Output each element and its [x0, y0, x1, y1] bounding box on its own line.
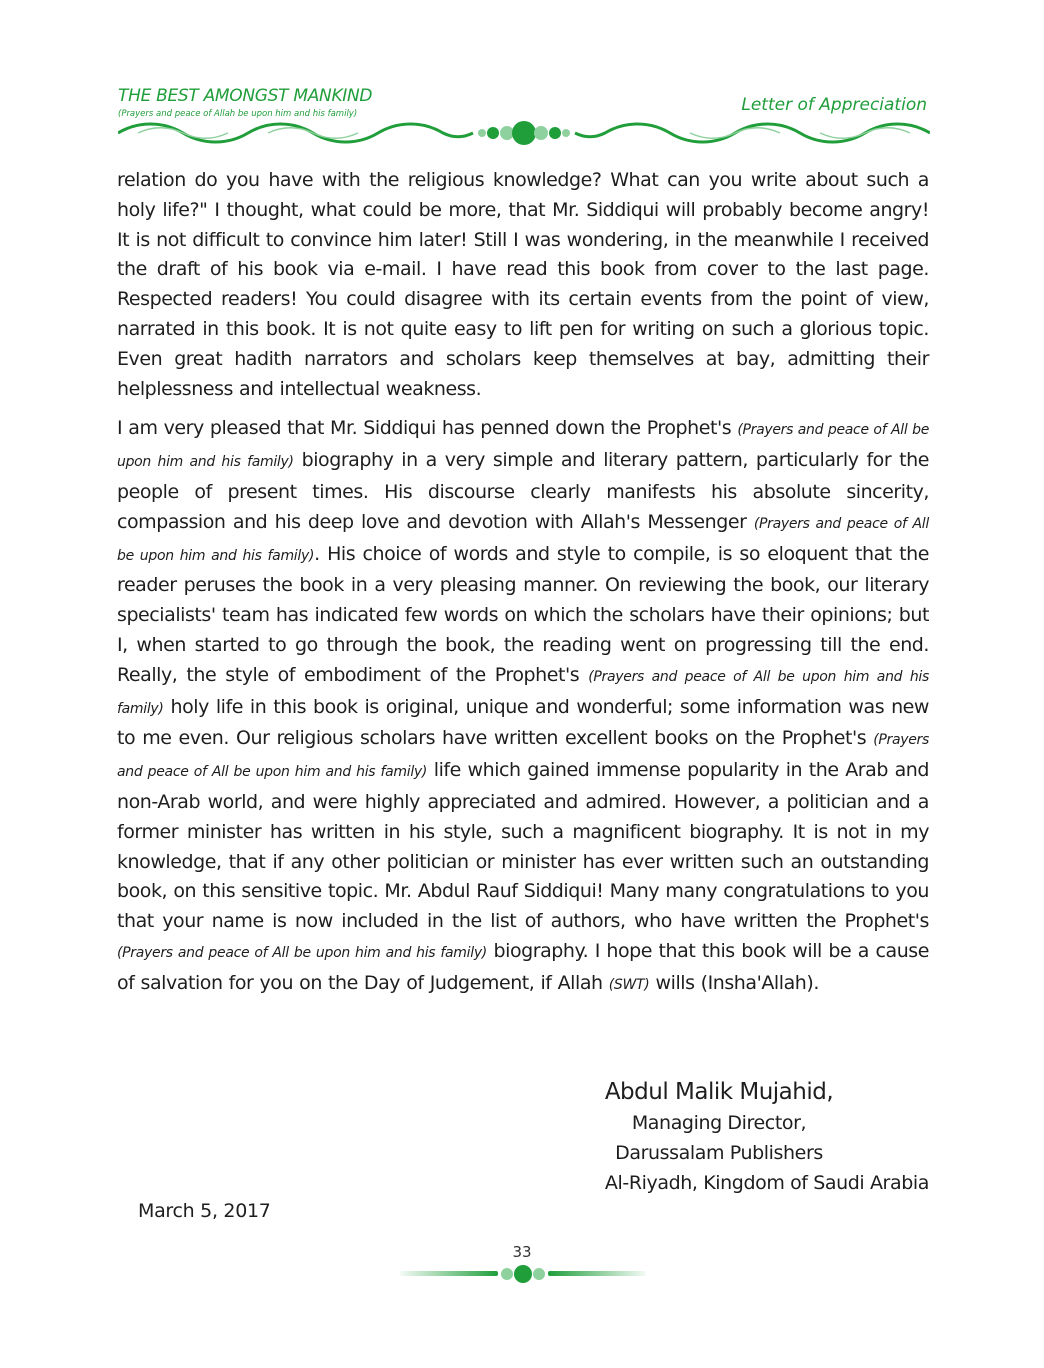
- paragraph-1-text: relation do you have with the religious knowledge? What can you write about such a holy life?" I thought, what could be more, that Mr. Siddiqui will probably become angry! It is not difficult to convince him later! Still I was wondering, in the meanwhile I received the draft of his book via e-mail. I have read this book from cover to the last page. Respected readers! You could disagree with its certain events from the point of view, narrated in this book. It is not quite easy to lift pen for writing on such a glorious topic. Even great hadith narrators and scholars keep themselves at bay, admitting their helplessness and intellectual weakness.: [117, 169, 929, 400]
- paragraph-2-text: . His choice of words and style to compile, is so eloquent that the reader peruses the book in a very pleasing manner. On reviewing the book, our literary specialists' team has indicated few words on which the scholars have their opinions; but I, when started to go through the book, the reading went on progressing till the end. Really, the style of embodiment of the Prophet's: [117, 542, 929, 686]
- honorific: (SWT): [608, 976, 650, 993]
- book-title: THE BEST AMONGST MANKIND: [118, 86, 373, 106]
- section-title: Letter of Appreciation: [741, 95, 927, 115]
- honorific: (Prayers and peace of All be upon him and his family): [117, 515, 929, 564]
- page-number: 33: [512, 1243, 532, 1261]
- book-subtitle: (Prayers and peace of Allah be upon him and his family): [118, 109, 358, 119]
- paragraph-2-text: I am very pleased that Mr. Siddiqui has penned down the Prophet's: [117, 417, 732, 440]
- honorific: (Prayers and peace of All be upon him and his family): [117, 668, 929, 717]
- paragraph-2: [117, 414, 929, 1000]
- page-header: [0, 0, 1044, 160]
- signatory-name: Abdul Malik Mujahid,: [604, 1079, 834, 1105]
- paragraph-2-text: holy life in this book is original, unique and wonderful; some information was new to me even. Our religious scholars have written excellent books on the Prophet's: [117, 695, 930, 750]
- honorific: (Prayers and peace of All be upon him and his family): [117, 944, 487, 961]
- letter-body: [117, 166, 929, 1011]
- honorific: (Prayers and peace of All be upon him and his family): [117, 422, 930, 471]
- signatory-company: Darussalam Publishers: [615, 1142, 823, 1164]
- signatory-title: Managing Director,: [631, 1112, 807, 1134]
- footer-ornament: [400, 1262, 646, 1286]
- paragraph-2-text: biography in a very simple and literary pattern, particularly for the people of present times. His discourse clearly manifests his absolute sincerity, compassion and his deep love and devotion with Allah's Messenger: [117, 449, 929, 533]
- honorific: (Prayers and peace of All be upon him and his family): [117, 732, 929, 781]
- signatory-location: Al-Riyadh, Kingdom of Saudi Arabia: [604, 1172, 929, 1194]
- signature-block: [509, 1076, 929, 1198]
- letter-date: March 5, 2017: [138, 1200, 271, 1222]
- header-ornament: [118, 118, 930, 148]
- paragraph-2-text: biography. I hope that this book will be a cause of salvation for you on the Day of Judgement, if Allah: [117, 939, 929, 994]
- paragraph-2-text: wills (Insha'Allah).: [655, 971, 819, 994]
- paragraph-1: [117, 166, 929, 404]
- paragraph-2-text: life which gained immense popularity in the Arab and non-Arab world, and were highly appreciated and admired. However, a politician and a former minister has written in his style, such a magnificent biography. It is not in my knowledge, that if any other politician or minister has ever written such an outstanding book, on this sensitive topic. Mr. Abdul Rauf Siddiqui! Many many congratulations to you that your name is now included in the list of authors, who have written the Prophet's: [117, 759, 929, 933]
